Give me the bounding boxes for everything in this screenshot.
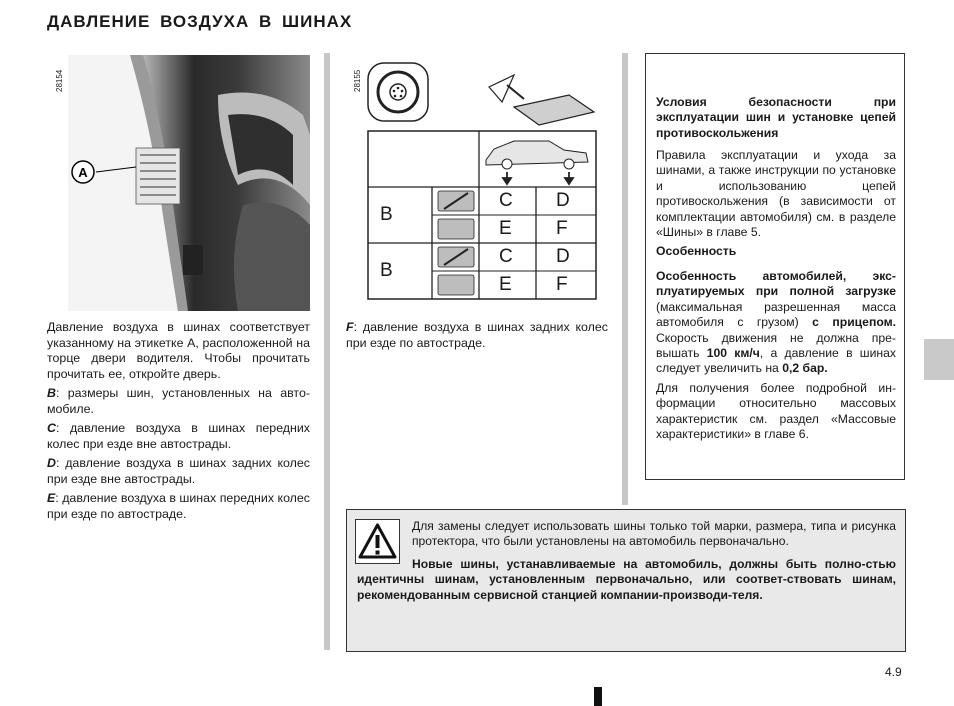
row2-rear-pressure-highway: F (556, 274, 568, 295)
column-divider-right (622, 53, 628, 505)
b-definition: B: размеры шин, установленных на авто-мобиле. (47, 386, 310, 416)
safety-info-box (645, 53, 905, 480)
page-number: 4.9 (885, 665, 902, 679)
f-definition: F: давление воздуха в шинах задних колес при езде по автостраде. (346, 320, 608, 350)
row1-front-pressure: C (499, 190, 513, 211)
tyre-label-grid (364, 57, 599, 310)
row1-rear-pressure-highway: F (556, 218, 568, 239)
page-marker (594, 687, 602, 706)
figure-number-2: 28155 (353, 69, 362, 92)
figure-number-1: 28154 (55, 69, 64, 92)
row1-size: B (380, 204, 393, 225)
c-definition: C: давление воздуха в шинах передних колес при езде вне автострады. (47, 421, 310, 451)
row1-front-pressure-highway: E (499, 218, 512, 239)
row2-front-pressure-highway: E (499, 274, 512, 295)
door-photo-illustration (68, 55, 310, 311)
e-definition: E: давление воздуха в шинах передних колес при езде по автостраде. (47, 491, 310, 521)
row2-rear-pressure: D (556, 246, 570, 267)
info-subheading: Особенность (656, 244, 737, 258)
warning-box (346, 509, 906, 652)
warning-paragraph-2: Новые шины, устанавливаемые на автомобиль, должны быть полно-стью идентичны шинам, установленным первоначально, или соответ-ствовать шинам, рекомендованным сервисной станцией компании-производи-теля. (357, 557, 896, 602)
chapter-tab (924, 339, 954, 380)
row1-rear-pressure: D (556, 190, 570, 211)
info-paragraph-3: Для получения более подробной ин-формации относительно массовых характеристик см. раздел «Массовые характеристики» в главе 6. (656, 381, 896, 442)
column-divider-left (324, 53, 330, 650)
d-definition: D: давление воздуха в шинах задних колес при езде вне автострады. (47, 456, 310, 486)
info-heading: Условия безопасности при эксплуатации шин и установке цепей противоскольжения (656, 95, 896, 140)
door-label-photo (68, 55, 310, 311)
row2-front-pressure: C (499, 246, 513, 267)
warning-paragraph-1: Для замены следует использовать шины только той марки, размера, типа и рисунка протектора, что были установлены на автомобиль первоначально. (412, 519, 896, 549)
info-paragraph-2: Особенность автомобилей, экс-плуатируемых при полной загрузке (максимальная разрешенная масса автомобиля с грузом) с прицепом. Скорость движения не должна пре-вышать 100 км/ч, а давление в шинах следует увеличить на 0,2 бар. (656, 269, 896, 376)
callout-a: A (78, 165, 88, 180)
info-paragraph-1: Правила эксплуатации и ухода за шинами, а также инструкции по установке и использованию цепей противоскольжения (в зависимости от комплектации автомобиля) см. в разделе «Шины» в главе 5. (656, 148, 896, 240)
row2-size: B (380, 260, 393, 281)
intro-paragraph: Давление воздуха в шинах соответствует указанному на этикетке A, расположенной на торце двери водителя. Чтобы прочитать прочитать ее, откройте дверь. (47, 320, 310, 381)
page-title: ДАВЛЕНИЕ ВОЗДУХА В ШИНАХ (47, 12, 353, 31)
left-column (47, 320, 310, 522)
tyre-label-diagram (364, 57, 599, 310)
